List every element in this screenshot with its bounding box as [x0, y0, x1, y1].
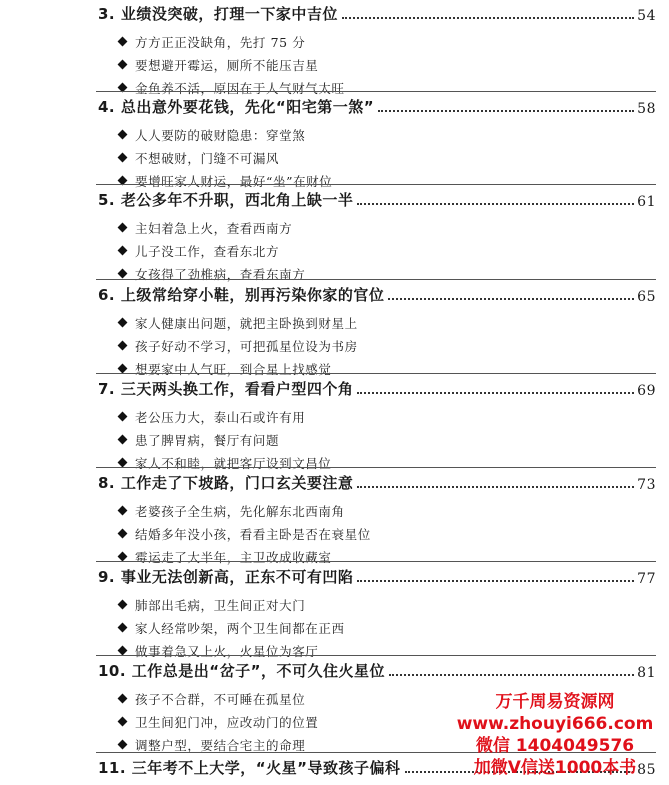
- subtopic-text: 想要家中人气旺，到合星上找感觉: [135, 361, 332, 377]
- subtopic-item: [117, 428, 332, 451]
- chapter-heading[interactable]: [98, 471, 656, 493]
- subtopic-text: 主妇着急上火，查看西南方: [135, 220, 293, 236]
- chapter-divider: [96, 184, 656, 185]
- diamond-bullet-icon: [118, 364, 128, 374]
- page-number: 54: [637, 8, 656, 24]
- subtopic-text: 调整户型，要结合宅主的命理: [135, 737, 306, 753]
- subtopic-item: [117, 522, 371, 545]
- chapter-heading[interactable]: [98, 283, 656, 305]
- chapter-heading[interactable]: [98, 188, 656, 210]
- dot-leader: [357, 203, 634, 205]
- diamond-bullet-icon: [118, 341, 128, 351]
- dot-leader: [342, 17, 634, 19]
- subtopic-item: [117, 146, 332, 169]
- subtopic-text: 老公压力大，泰山石或许有用: [135, 409, 306, 425]
- diamond-bullet-icon: [118, 269, 128, 279]
- chapter-title: 9. 事业无法创新高，正东不可有凹陷: [98, 568, 354, 586]
- subtopic-text: 不想破财，门缝不可漏风: [135, 150, 280, 166]
- subtopic-list: [117, 30, 345, 99]
- page-number: 81: [637, 665, 656, 681]
- page-number: 58: [637, 101, 656, 117]
- page-number: 85: [637, 762, 656, 778]
- watermark-wechat: 微信 1404049576: [475, 736, 635, 756]
- watermark-url: www.zhouyi666.com: [456, 714, 654, 734]
- watermark-promo: 加微V信送1000本书: [473, 758, 637, 778]
- subtopic-text: 人人要防的破财隐患：穿堂煞: [135, 127, 306, 143]
- dot-leader: [357, 580, 634, 582]
- diamond-bullet-icon: [118, 246, 128, 256]
- subtopic-item: [117, 53, 345, 76]
- chapter-title: 3. 业绩没突破，打理一下家中吉位: [98, 5, 338, 23]
- subtopic-text: 金鱼养不活，原因在于人气财气太旺: [135, 80, 345, 96]
- subtopic-item: [117, 405, 332, 428]
- diamond-bullet-icon: [118, 552, 128, 562]
- subtopic-item: [117, 687, 318, 710]
- subtopic-text: 要想避开霉运，厕所不能压吉星: [135, 57, 319, 73]
- diamond-bullet-icon: [118, 600, 128, 610]
- dot-leader: [389, 674, 634, 676]
- subtopic-text: 家人健康出问题，就把主卧换到财星上: [135, 315, 358, 331]
- subtopic-list: [117, 405, 332, 474]
- subtopic-text: 患了脾胃病，餐厅有问题: [135, 432, 280, 448]
- dot-leader: [357, 392, 634, 394]
- chapter-heading[interactable]: [98, 659, 656, 681]
- subtopic-item: [117, 30, 345, 53]
- subtopic-text: 做事着急又上火，火星位为客厅: [135, 643, 319, 659]
- diamond-bullet-icon: [118, 529, 128, 539]
- subtopic-list: [117, 499, 371, 568]
- subtopic-text: 方方正正没缺角，先打 75 分: [135, 34, 306, 50]
- chapter-title: 5. 老公多年不升职，西北角上缺一半: [98, 191, 354, 209]
- diamond-bullet-icon: [118, 318, 128, 328]
- chapter-title: 10. 工作总是出“岔子”，不可久住火星位: [98, 662, 386, 680]
- subtopic-list: [117, 687, 318, 756]
- subtopic-text: 儿子没工作，查看东北方: [135, 243, 280, 259]
- subtopic-text: 家人经常吵架，两个卫生间都在正西: [135, 620, 345, 636]
- chapter-title: 7. 三天两头换工作，看看户型四个角: [98, 380, 354, 398]
- page-number: 69: [637, 383, 656, 399]
- chapter-divider: [96, 467, 656, 468]
- diamond-bullet-icon: [118, 435, 128, 445]
- page-number: 65: [637, 289, 656, 305]
- chapter-divider: [96, 91, 656, 92]
- diamond-bullet-icon: [118, 223, 128, 233]
- chapter-heading[interactable]: [98, 95, 656, 117]
- diamond-bullet-icon: [118, 458, 128, 468]
- chapter-title: 4. 总出意外要花钱，先化“阳宅第一煞”: [98, 98, 375, 116]
- subtopic-text: 霉运走了大半年，主卫改成收藏室: [135, 549, 332, 565]
- subtopic-text: 女孩得了劲椎病，查看东南方: [135, 266, 306, 282]
- watermark-site-name: 万千周易资源网: [495, 692, 615, 712]
- subtopic-text: 孩子好动不学习，可把孤星位设为书房: [135, 338, 358, 354]
- subtopic-item: [117, 123, 332, 146]
- page-number: 77: [637, 571, 656, 587]
- chapter-title: 8. 工作走了下坡路，门口玄关要注意: [98, 474, 354, 492]
- diamond-bullet-icon: [118, 506, 128, 516]
- subtopic-item: [117, 616, 345, 639]
- subtopic-text: 结婚多年没小孩，看看主卧是否在衰星位: [135, 526, 371, 542]
- chapter-divider: [96, 561, 656, 562]
- subtopic-item: [117, 334, 358, 357]
- diamond-bullet-icon: [118, 623, 128, 633]
- diamond-bullet-icon: [118, 153, 128, 163]
- page-number: 73: [637, 477, 656, 493]
- dot-leader: [388, 298, 634, 300]
- chapter-divider: [96, 655, 656, 656]
- diamond-bullet-icon: [118, 646, 128, 656]
- subtopic-item: [117, 262, 305, 285]
- subtopic-item: [117, 239, 305, 262]
- diamond-bullet-icon: [118, 694, 128, 704]
- chapter-heading[interactable]: [98, 565, 656, 587]
- diamond-bullet-icon: [118, 412, 128, 422]
- subtopic-text: 要增旺家人财运，最好“坐”在财位: [135, 173, 333, 189]
- chapter-divider: [96, 279, 656, 280]
- diamond-bullet-icon: [118, 37, 128, 47]
- subtopic-list: [117, 311, 358, 380]
- diamond-bullet-icon: [118, 740, 128, 750]
- chapter-title: 6. 上级常给穿小鞋，别再污染你家的官位: [98, 286, 385, 304]
- subtopic-text: 肺部出毛病，卫生间正对大门: [135, 597, 306, 613]
- chapter-divider: [96, 373, 656, 374]
- subtopic-item: [117, 593, 345, 616]
- subtopic-text: 孩子不合群，不可睡在孤星位: [135, 691, 306, 707]
- diamond-bullet-icon: [118, 717, 128, 727]
- subtopic-item: [117, 499, 371, 522]
- subtopic-list: [117, 123, 332, 192]
- dot-leader: [357, 486, 634, 488]
- subtopic-text: 卫生间犯门冲，应改动门的位置: [135, 714, 319, 730]
- subtopic-item: [117, 710, 318, 733]
- subtopic-list: [117, 216, 305, 285]
- diamond-bullet-icon: [118, 130, 128, 140]
- diamond-bullet-icon: [118, 60, 128, 70]
- subtopic-text: 家人不和睦，就把客厅设到文昌位: [135, 455, 332, 471]
- page-number: 61: [637, 194, 656, 210]
- chapter-heading[interactable]: [98, 377, 656, 399]
- subtopic-text: 老婆孩子全生病，先化解东北西南角: [135, 503, 345, 519]
- dot-leader: [378, 110, 634, 112]
- chapter-heading[interactable]: [98, 2, 656, 24]
- chapter-title: 11. 三年考不上大学，“火星”导致孩子偏科: [98, 759, 401, 777]
- subtopic-list: [117, 593, 345, 662]
- subtopic-item: [117, 311, 358, 334]
- watermark: [455, 691, 655, 779]
- subtopic-item: [117, 216, 305, 239]
